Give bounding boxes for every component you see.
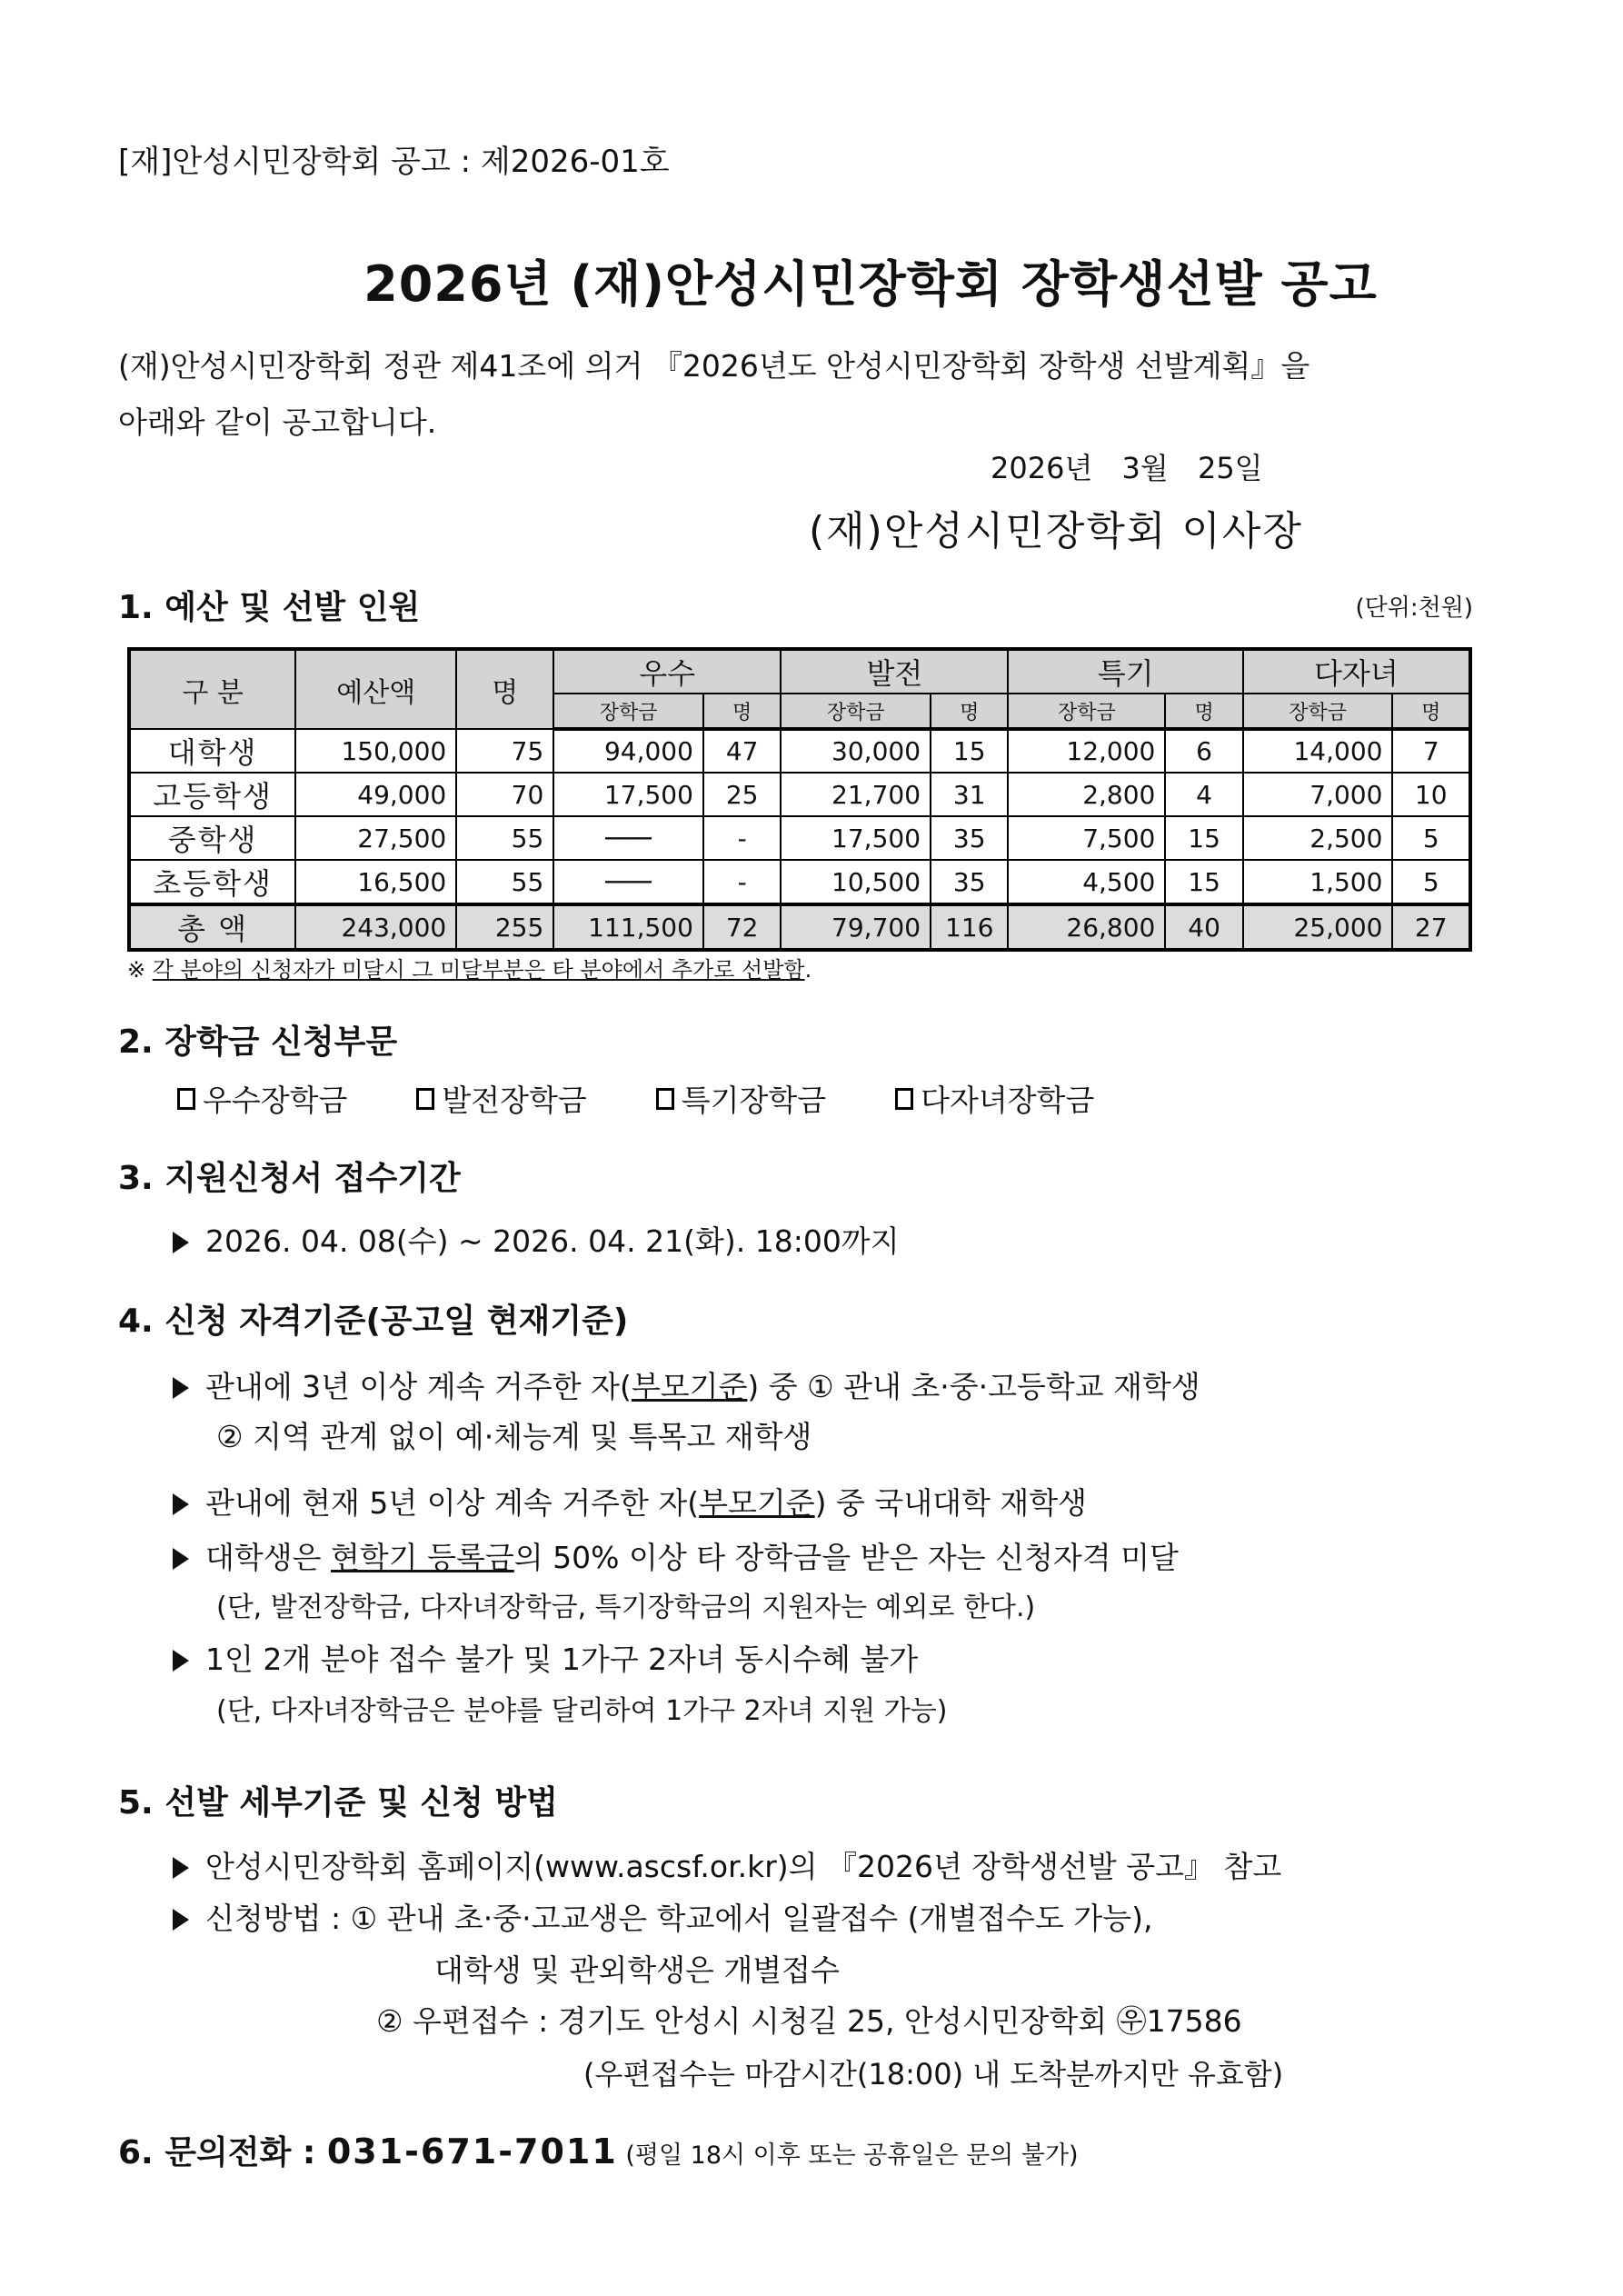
- cell-count: 25: [703, 773, 781, 816]
- category-label: 발전장학금: [442, 1083, 587, 1118]
- cell-amount: 7,500: [1008, 816, 1165, 860]
- method-line: 대학생 및 관외학생은 개별접수: [434, 1952, 840, 1988]
- application-period: [173, 1218, 900, 1261]
- category-option-development[interactable]: [416, 1077, 586, 1120]
- cell-amount: 7,000: [1243, 773, 1393, 816]
- cell-amount: 10,500: [781, 860, 931, 904]
- mail-address: ② 우편접수 : 경기도 안성시 시청길 25, 안성시민장학회 ㉾17586: [376, 2003, 1242, 2039]
- cell-amount: 94,000: [553, 729, 703, 773]
- category-option-multichild[interactable]: [895, 1077, 1094, 1120]
- cell-amount: 21,700: [781, 773, 931, 816]
- total-amount: 26,800: [1008, 904, 1165, 950]
- section-title-period: 3. 지원신청서 접수기간: [118, 1160, 461, 1197]
- total-amount: 79,700: [781, 904, 931, 950]
- text: 1인 2개 분야 접수 불가 및 1가구 2자녀 동시수혜 불가: [205, 1642, 919, 1677]
- cell-budget: 16,500: [295, 860, 456, 904]
- cell-count: 55: [456, 860, 553, 904]
- cell-count: -: [703, 816, 781, 860]
- footnote-period: .: [804, 957, 812, 983]
- triangle-bullet-icon: [173, 1548, 189, 1570]
- eligibility-item: [173, 1636, 918, 1679]
- cell-count: 35: [931, 860, 1008, 904]
- header-group-multichild: 다자녀: [1243, 649, 1470, 694]
- eligibility-item: [173, 1534, 1179, 1577]
- cell-amount: 12,000: [1008, 729, 1165, 773]
- triangle-bullet-icon: [173, 1377, 189, 1399]
- section-title-budget: 1. 예산 및 선발 인원: [118, 589, 421, 626]
- category-label: 우수장학금: [203, 1083, 348, 1118]
- row-label: 중학생: [129, 816, 295, 860]
- header-group-excellent: 우수: [553, 649, 781, 694]
- method-item: [173, 1895, 1153, 1938]
- header-group-talent: 특기: [1008, 649, 1242, 694]
- cell-count: 70: [456, 773, 553, 816]
- signer: (재)안성시민장학회 이사장: [809, 508, 1303, 554]
- total-count: 255: [456, 904, 553, 950]
- cell-count: 5: [1392, 816, 1470, 860]
- header-group-development: 발전: [781, 649, 1008, 694]
- cell-count: 6: [1165, 729, 1242, 773]
- text: 신청방법 : ① 관내 초·중·고교생은 학교에서 일괄접수 (개별접수도 가능),: [205, 1901, 1153, 1936]
- cell-amount: 2,500: [1243, 816, 1393, 860]
- total-count: 27: [1392, 904, 1470, 950]
- table-row: [129, 729, 1470, 773]
- cell-count: 47: [703, 729, 781, 773]
- eligibility-item: [173, 1480, 1087, 1522]
- cell-count: 5: [1392, 860, 1470, 904]
- total-amount: 111,500: [553, 904, 703, 950]
- section-title-categories: 2. 장학금 신청부문: [118, 1023, 398, 1061]
- cell-count: 15: [1165, 816, 1242, 860]
- table-row: [129, 773, 1470, 816]
- cell-amount: 17,500: [781, 816, 931, 860]
- subheader-amount: 장학금: [781, 694, 931, 729]
- row-label: 초등학생: [129, 860, 295, 904]
- underlined-text: 부모기준: [699, 1485, 815, 1521]
- cell-count: 75: [456, 729, 553, 773]
- intro-text: [118, 338, 1481, 451]
- category-checkbox-list: [177, 1077, 1094, 1120]
- text: ) 중 ① 관내 초·중·고등학교 재학생: [747, 1369, 1200, 1404]
- subheader-amount: 장학금: [553, 694, 703, 729]
- eligibility-note: (단, 발전장학금, 다자녀장학금, 특기장학금의 지원자는 예외로 한다.): [216, 1592, 1036, 1623]
- category-option-excellent[interactable]: [177, 1077, 347, 1120]
- cell-count: 31: [931, 773, 1008, 816]
- checkbox-icon[interactable]: [177, 1088, 195, 1110]
- contact-line: [118, 2127, 1079, 2173]
- table-footnote: [127, 952, 812, 983]
- checkbox-icon[interactable]: [416, 1088, 434, 1110]
- cell-count: 55: [456, 816, 553, 860]
- cell-budget: 27,500: [295, 816, 456, 860]
- notice-date: 2026년 3월 25일: [991, 451, 1263, 485]
- table-total-row: [129, 904, 1470, 950]
- method-item: [173, 1843, 1281, 1886]
- text: 관내에 3년 이상 계속 거주한 자(: [205, 1369, 632, 1404]
- checkbox-icon[interactable]: [656, 1088, 674, 1110]
- total-budget: 243,000: [295, 904, 456, 950]
- cell-amount: ───: [553, 816, 703, 860]
- cell-amount: 17,500: [553, 773, 703, 816]
- contact-phone[interactable]: 031-671-7011: [326, 2131, 618, 2171]
- total-count: 72: [703, 904, 781, 950]
- unit-label: (단위:천원): [1355, 594, 1473, 622]
- mail-note: (우편접수는 마감시간(18:00) 내 도착분까지만 유효함): [583, 2057, 1284, 2091]
- contact-note: (평일 18시 이후 또는 공휴일은 문의 불가): [617, 2141, 1079, 2170]
- checkbox-icon[interactable]: [895, 1088, 913, 1110]
- header-budget: 예산액: [295, 649, 456, 729]
- subheader-count: 명: [703, 694, 781, 729]
- cell-count: 35: [931, 816, 1008, 860]
- cell-count: -: [703, 860, 781, 904]
- table-row: [129, 860, 1470, 904]
- subheader-count: 명: [1392, 694, 1470, 729]
- total-count: 116: [931, 904, 1008, 950]
- category-label: 특기장학금: [681, 1083, 827, 1118]
- cell-budget: 49,000: [295, 773, 456, 816]
- cell-count: 10: [1392, 773, 1470, 816]
- intro-line: 아래와 같이 공고합니다.: [118, 404, 437, 440]
- budget-table: [127, 647, 1472, 952]
- text: 안성시민장학회 홈페이지(www.ascsf.or.kr)의 『2026년 장학생선발 공고』 참고: [205, 1849, 1282, 1884]
- cell-amount: 2,800: [1008, 773, 1165, 816]
- row-label: 대학생: [129, 729, 295, 773]
- table-row: [129, 816, 1470, 860]
- category-option-talent[interactable]: [656, 1077, 826, 1120]
- subheader-count: 명: [1165, 694, 1242, 729]
- eligibility-note: (단, 다자녀장학금은 분야를 달리하여 1가구 2자녀 지원 가능): [216, 1695, 948, 1727]
- cell-amount: 1,500: [1243, 860, 1393, 904]
- subheader-amount: 장학금: [1243, 694, 1393, 729]
- cell-amount: 30,000: [781, 729, 931, 773]
- contact-label: 6. 문의전화 :: [118, 2134, 327, 2171]
- row-label: 고등학생: [129, 773, 295, 816]
- cell-amount: 4,500: [1008, 860, 1165, 904]
- cell-budget: 150,000: [295, 729, 456, 773]
- triangle-bullet-icon: [173, 1909, 189, 1931]
- total-amount: 25,000: [1243, 904, 1393, 950]
- subheader-amount: 장학금: [1008, 694, 1165, 729]
- cell-count: 15: [931, 729, 1008, 773]
- notice-number: [재]안성시민장학회 공고 : 제2026-01호: [118, 144, 670, 180]
- subheader-count: 명: [931, 694, 1008, 729]
- cell-count: 7: [1392, 729, 1470, 773]
- triangle-bullet-icon: [173, 1857, 189, 1879]
- triangle-bullet-icon: [173, 1650, 189, 1672]
- eligibility-item-continued: ② 지역 관계 없이 예·체능계 및 특목고 재학생: [216, 1419, 812, 1454]
- underlined-text: 현학기 등록금: [331, 1540, 514, 1575]
- text: 대학생은: [205, 1540, 332, 1575]
- cell-amount: 14,000: [1243, 729, 1393, 773]
- text: 의 50% 이상 타 장학금을 받은 자는 신청자격 미달: [513, 1540, 1179, 1575]
- footnote-text: 각 분야의 신청자가 미달시 그 미달부분은 타 분야에서 추가로 선발함: [152, 957, 805, 983]
- section-title-eligibility: 4. 신청 자격기준(공고일 현재기준): [118, 1303, 629, 1340]
- intro-line: (재)안성시민장학회 정관 제41조에 의거 『2026년도 안성시민장학회 장학생 선발계획』을: [118, 348, 1310, 384]
- header-count: 명: [456, 649, 553, 729]
- reference-mark-icon: ※: [127, 957, 146, 983]
- text: ) 중 국내대학 재학생: [814, 1485, 1087, 1521]
- text: 관내에 현재 5년 이상 계속 거주한 자(: [205, 1485, 700, 1521]
- triangle-bullet-icon: [173, 1493, 189, 1515]
- page-title: 2026년 (재)안성시민장학회 장학생선발 공고: [363, 255, 1378, 313]
- header-category: 구 분: [129, 649, 295, 729]
- cell-count: 4: [1165, 773, 1242, 816]
- section-title-method: 5. 선발 세부기준 및 신청 방법: [118, 1784, 558, 1822]
- underlined-text: 부모기준: [631, 1369, 748, 1404]
- triangle-bullet-icon: [173, 1232, 189, 1253]
- cell-amount: ───: [553, 860, 703, 904]
- category-label: 다자녀장학금: [921, 1083, 1095, 1118]
- eligibility-item: [173, 1363, 1200, 1406]
- period-text: 2026. 04. 08(수) ~ 2026. 04. 21(화). 18:00까지: [205, 1223, 900, 1259]
- total-count: 40: [1165, 904, 1242, 950]
- cell-count: 15: [1165, 860, 1242, 904]
- total-label: 총 액: [129, 904, 295, 950]
